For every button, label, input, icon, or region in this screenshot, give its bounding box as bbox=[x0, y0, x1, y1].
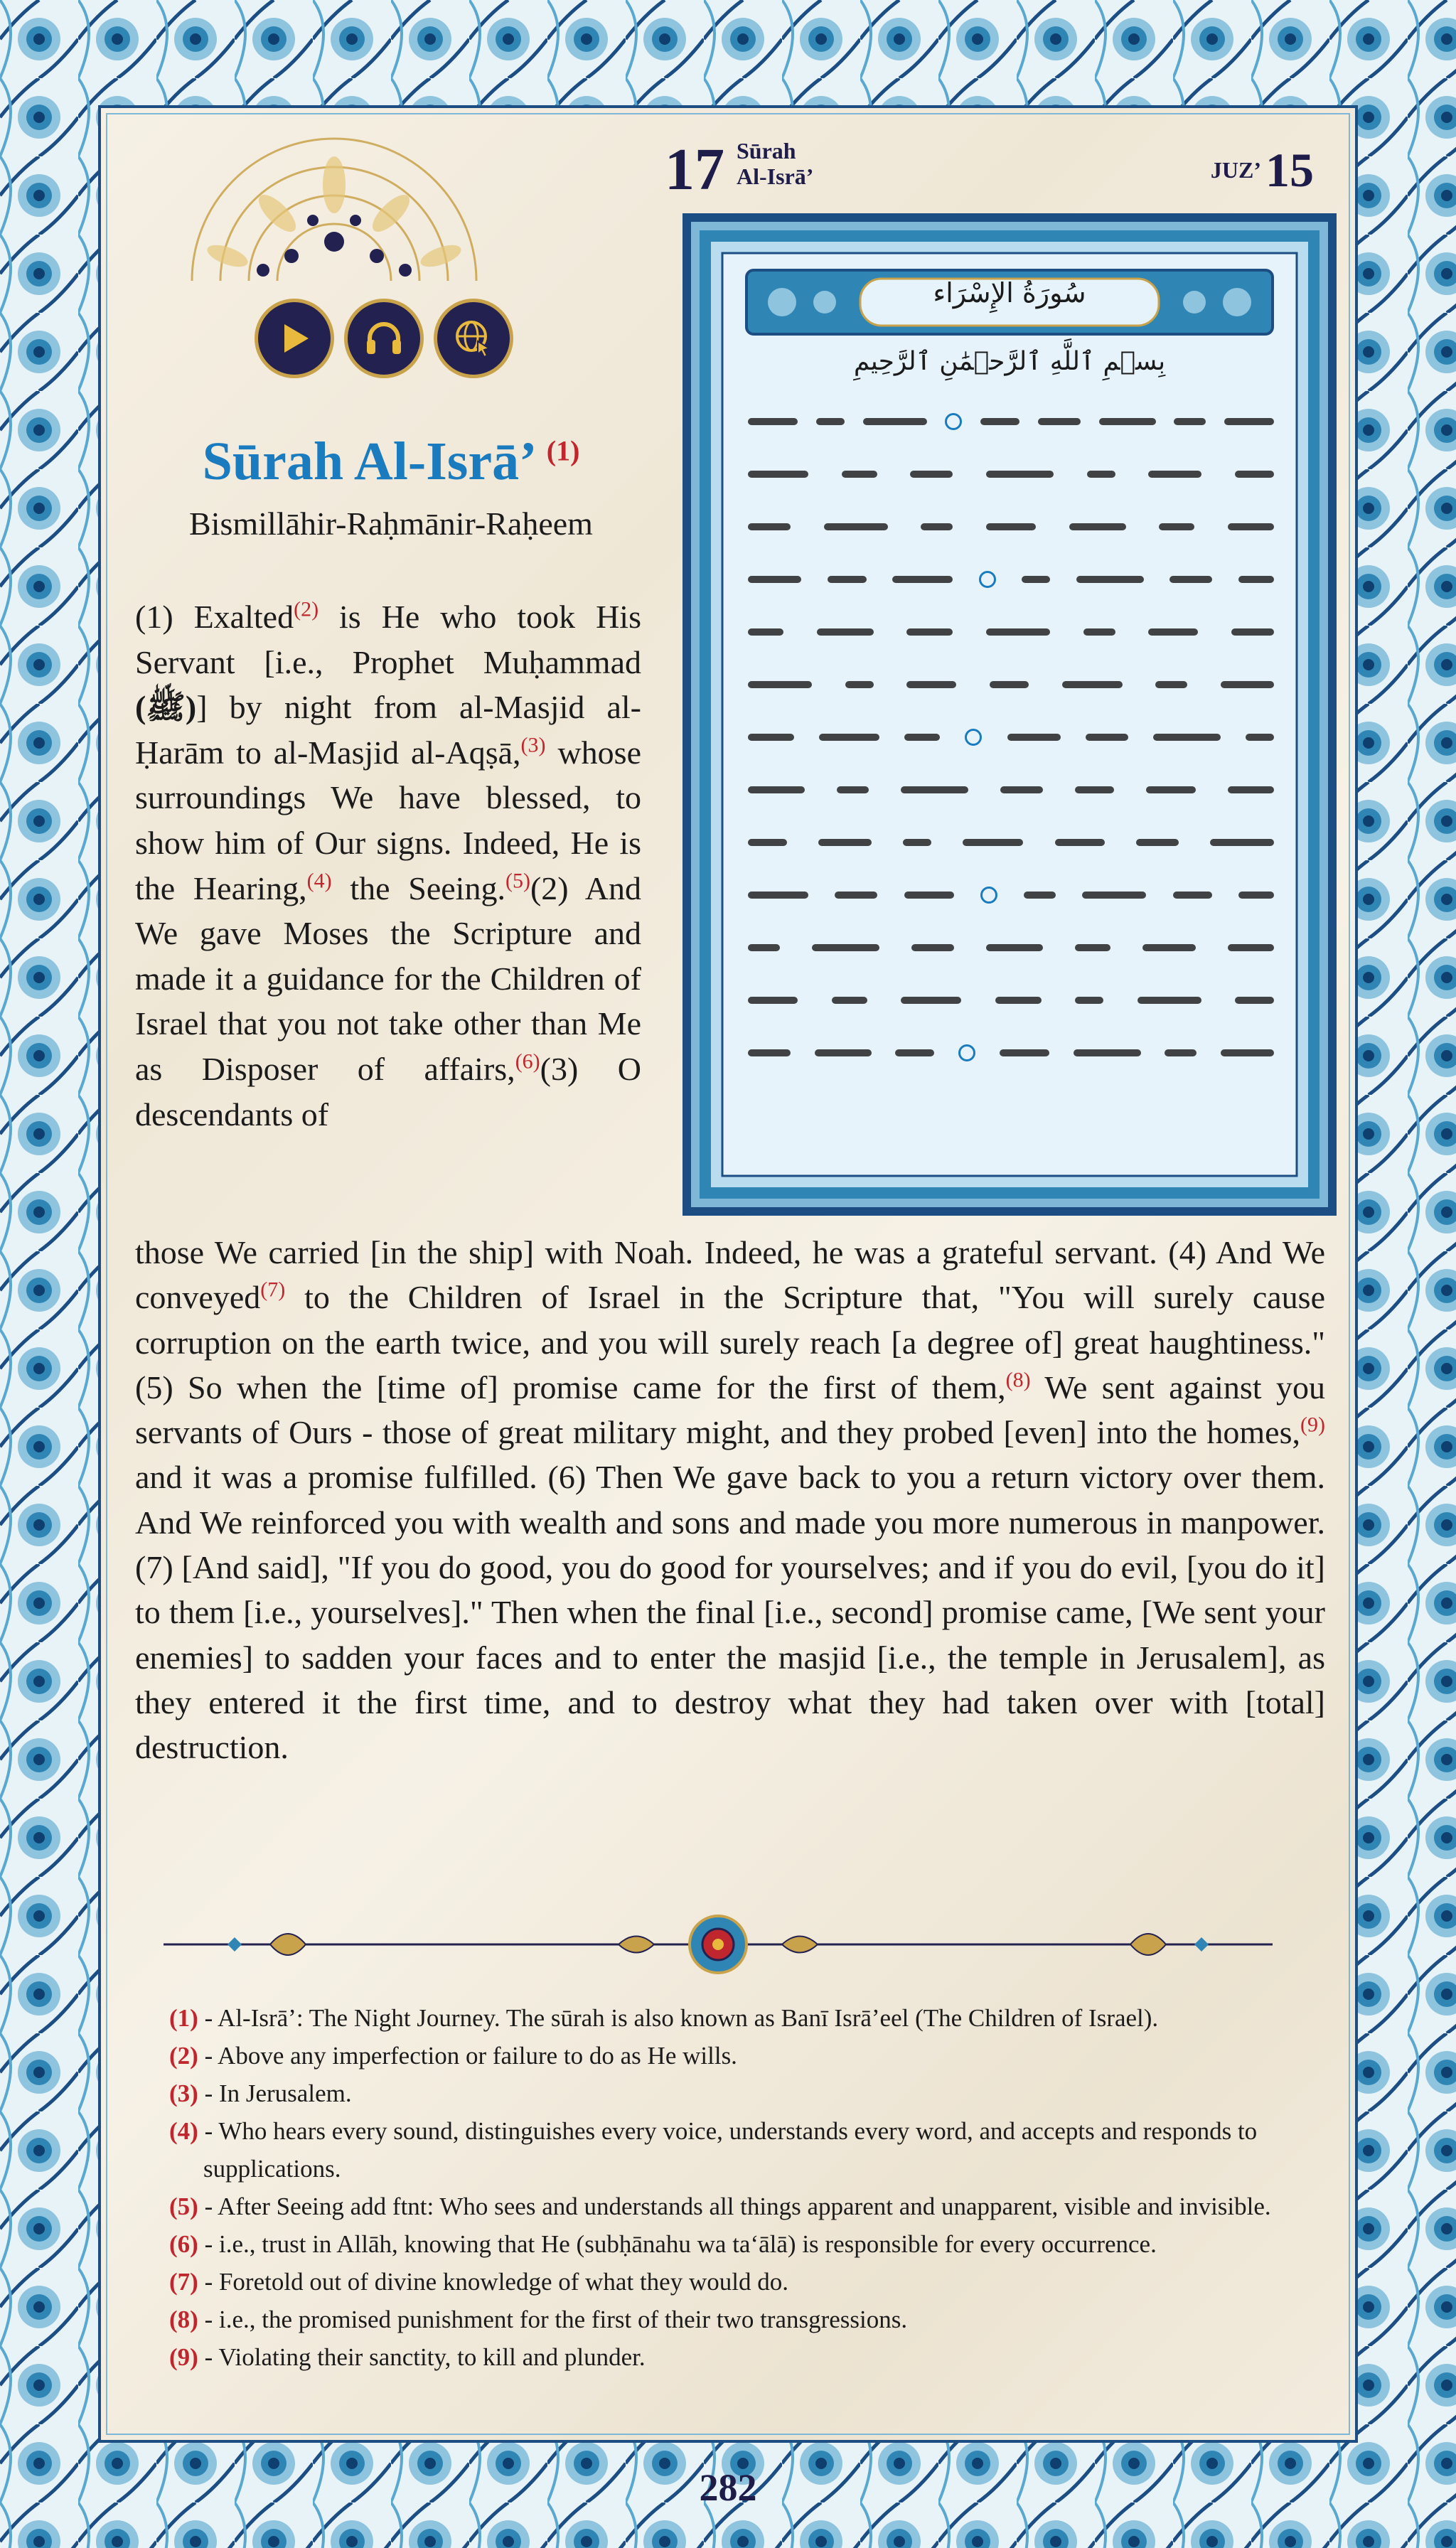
arabic-word-stroke bbox=[963, 839, 1023, 846]
footnote-number: (2) bbox=[169, 2042, 198, 2070]
footnote-number: (3) bbox=[169, 2079, 198, 2107]
arabic-word-stroke bbox=[748, 628, 783, 636]
bismillah-transliteration: Bismillāhir-Raḥmānir-Raḥeem bbox=[189, 505, 593, 542]
surah-title bbox=[135, 431, 647, 493]
arabic-word-stroke bbox=[842, 471, 877, 478]
arabic-word-stroke bbox=[748, 681, 812, 688]
arabic-word-stroke bbox=[818, 839, 872, 846]
surah-number: 17 bbox=[665, 136, 724, 203]
arabic-word-stroke bbox=[1055, 839, 1105, 846]
footnote-number: (6) bbox=[169, 2230, 198, 2258]
arabic-line bbox=[748, 766, 1274, 813]
arabic-word-stroke bbox=[1038, 418, 1081, 425]
arabic-word-stroke bbox=[748, 471, 808, 478]
web-button[interactable] bbox=[434, 299, 513, 378]
honorific: (ﷺ) bbox=[135, 689, 197, 726]
footnote-text: - Al-Isrā’: The Night Journey. The sūrah is also known as Banī Isrā’eel (The Children of Israel). bbox=[198, 2004, 1159, 2032]
arabic-word-stroke bbox=[748, 944, 780, 951]
footnote-item bbox=[169, 1999, 1349, 2037]
footnote-item bbox=[169, 2225, 1349, 2263]
arabic-word-stroke bbox=[1138, 997, 1201, 1004]
arabic-word-stroke bbox=[903, 839, 931, 846]
arabic-word-stroke bbox=[906, 681, 956, 688]
arabic-word-stroke bbox=[986, 523, 1036, 530]
arabic-word-stroke bbox=[1231, 628, 1274, 636]
play-icon bbox=[274, 318, 314, 358]
arabic-word-stroke bbox=[824, 523, 888, 530]
arabic-word-stroke bbox=[1146, 786, 1196, 793]
arabic-line bbox=[748, 503, 1274, 550]
arabic-word-stroke bbox=[1238, 576, 1274, 583]
juz-indicator bbox=[1211, 142, 1314, 198]
arabic-line bbox=[748, 609, 1274, 655]
arabic-word-stroke bbox=[1136, 839, 1179, 846]
footnote-item bbox=[169, 2338, 1349, 2376]
arabic-word-stroke bbox=[1076, 576, 1144, 583]
footnote-number: (4) bbox=[169, 2117, 198, 2145]
juz-label: JUZ’ bbox=[1210, 157, 1261, 183]
arabic-word-stroke bbox=[819, 734, 879, 741]
arabic-word-stroke bbox=[1169, 576, 1212, 583]
globe-icon bbox=[452, 317, 495, 360]
arabic-word-stroke bbox=[892, 576, 953, 583]
arabic-word-stroke bbox=[1210, 839, 1274, 846]
arabic-word-stroke bbox=[845, 681, 874, 688]
arabic-line bbox=[748, 714, 1274, 761]
arabic-word-stroke bbox=[748, 523, 791, 530]
verse-text: ] by night from al-Masjid al-Ḥarām to al-Masjid al-Aqṣā, bbox=[135, 689, 641, 771]
footnote-item bbox=[169, 2188, 1349, 2225]
surah-banner-text: سُورَةُ الإِسْرَاء bbox=[933, 277, 1086, 309]
footnote-text: - In Jerusalem. bbox=[198, 2079, 352, 2107]
footnote-marker[interactable]: (7) bbox=[260, 1278, 286, 1302]
verse-text: (2) And We gave Moses the Scripture and made it a guidance for the Children of Israel that you not take other than Me as Disposer of affairs, bbox=[135, 869, 641, 1087]
media-controls bbox=[255, 299, 513, 378]
translation-column bbox=[135, 594, 641, 1137]
surah-name: Al-Isrā’ bbox=[737, 164, 814, 189]
verse-text: the Seeing. bbox=[331, 869, 505, 906]
arabic-word-stroke bbox=[986, 471, 1054, 478]
arabic-word-stroke bbox=[1069, 523, 1126, 530]
arabic-word-stroke bbox=[1246, 734, 1274, 741]
footnote-number: (9) bbox=[169, 2343, 198, 2371]
footnote-number: (8) bbox=[169, 2306, 198, 2333]
ayah-marker-icon bbox=[979, 571, 996, 588]
gold-rosette-ornament bbox=[185, 135, 483, 284]
ayah-marker-icon bbox=[965, 729, 982, 746]
footnotes bbox=[169, 1999, 1349, 2376]
arabic-word-stroke bbox=[828, 576, 867, 583]
verse-text: whose surroundings We have blessed, to show him of Our signs. Indeed, He is the Hearing, bbox=[135, 734, 641, 906]
arabic-word-stroke bbox=[1148, 471, 1201, 478]
arabic-word-stroke bbox=[1083, 628, 1115, 636]
footnote-text: - Foretold out of divine knowledge of what they would do. bbox=[198, 2268, 788, 2296]
headphones-icon bbox=[363, 317, 405, 360]
basmala-arabic: بِسۡمِ ٱللَّهِ ٱلرَّحۡمَٰنِ ٱلرَّحِيمِ bbox=[853, 347, 1166, 376]
arabic-word-stroke bbox=[1074, 1049, 1141, 1056]
arabic-word-stroke bbox=[990, 681, 1029, 688]
listen-button[interactable] bbox=[344, 299, 424, 378]
surah-title-text: Sūrah Al-Isrā’ bbox=[202, 432, 533, 491]
arabic-line bbox=[748, 1029, 1274, 1076]
arabic-word-stroke bbox=[1087, 471, 1115, 478]
ornamental-divider bbox=[164, 1912, 1273, 1976]
arabic-line bbox=[748, 977, 1274, 1024]
arabic-word-stroke bbox=[1221, 681, 1274, 688]
arabic-line bbox=[748, 556, 1274, 603]
footnote-item bbox=[169, 2301, 1349, 2338]
footnote-text: - Violating their sanctity, to kill and plunder. bbox=[198, 2343, 646, 2371]
verse-text: to the Children of Israel in the Scripture that, "You will surely cause corruption on the earth twice, and you will surely reach [a degree of] great haughtiness." (5) So when the [time of] promise came for the first of them, bbox=[135, 1279, 1325, 1406]
arabic-line bbox=[748, 924, 1274, 971]
footnote-text: - i.e., the promised punishment for the first of their two transgressions. bbox=[198, 2306, 908, 2333]
arabic-word-stroke bbox=[906, 628, 953, 636]
arabic-word-stroke bbox=[1173, 892, 1212, 899]
verse-text: (3) O descendants of bbox=[135, 1050, 641, 1133]
arabic-word-stroke bbox=[748, 839, 787, 846]
arabic-word-stroke bbox=[921, 523, 953, 530]
arabic-word-stroke bbox=[1099, 418, 1156, 425]
arabic-word-stroke bbox=[748, 418, 798, 425]
surah-name-label bbox=[737, 138, 813, 189]
ayah-marker-icon bbox=[945, 413, 962, 430]
arabic-word-stroke bbox=[748, 892, 808, 899]
arabic-word-stroke bbox=[748, 1049, 791, 1056]
verse-text: those We carried [in the ship] with Noah. Indeed, he was a grateful servant. (4) And We conveyed bbox=[135, 1234, 1325, 1316]
arabic-line bbox=[748, 819, 1274, 866]
arabic-word-stroke bbox=[1159, 523, 1194, 530]
arabic-word-stroke bbox=[1007, 734, 1061, 741]
footnote-ref[interactable]: (1) bbox=[546, 434, 580, 467]
footnote-text: - After Seeing add ftnt: Who sees and understands all things apparent and unapparent, visible and invisible. bbox=[198, 2193, 1271, 2220]
arabic-word-stroke bbox=[1153, 734, 1221, 741]
footnote-text: - Above any imperfection or failure to do as He wills. bbox=[198, 2042, 737, 2070]
translation-continued bbox=[135, 1230, 1325, 1770]
verse-text: and it was a promise fulfilled. (6) Then We gave back to you a return victory over them. And We reinforced you with wealth and sons and made you more numerous in manpower. (7) [And said], "If you do good, you do good for yourselves; and if you do evil, [you do it] to them [i.e., yourselves]." Then when the final [i.e., second] promise came, [We sent your enemies] to sadden your faces and to enter the masjid [i.e., the temple in Jerusalem], as they entered it the first time, and to destroy what they had taken over with [total] destruction. bbox=[135, 1459, 1325, 1766]
arabic-word-stroke bbox=[748, 997, 798, 1004]
arabic-word-stroke bbox=[986, 944, 1043, 951]
arabic-word-stroke bbox=[832, 997, 867, 1004]
footnote-number: (5) bbox=[169, 2193, 198, 2220]
arabic-line bbox=[748, 451, 1274, 498]
arabic-word-stroke bbox=[1224, 418, 1274, 425]
arabic-word-stroke bbox=[1086, 734, 1128, 741]
arabic-word-stroke bbox=[1235, 471, 1274, 478]
arabic-word-stroke bbox=[986, 628, 1050, 636]
footnote-marker[interactable]: (8) bbox=[1005, 1368, 1031, 1392]
arabic-word-stroke bbox=[1155, 681, 1187, 688]
arabic-word-stroke bbox=[911, 944, 954, 951]
arabic-word-stroke bbox=[1238, 892, 1274, 899]
arabic-word-stroke bbox=[1142, 944, 1196, 951]
verse-text: We sent against you servants of Ours - those of great military might, and they probed [even] into the homes, bbox=[135, 1369, 1325, 1451]
footnote-item bbox=[169, 2112, 1349, 2188]
arabic-word-stroke bbox=[748, 576, 801, 583]
arabic-word-stroke bbox=[863, 418, 927, 425]
footnote-text: - Who hears every sound, distinguishes every voice, understands every word, and accepts and responds to supplications. bbox=[198, 2117, 1258, 2183]
arabic-word-stroke bbox=[1228, 944, 1274, 951]
arabic-word-stroke bbox=[812, 944, 879, 951]
arabic-word-stroke bbox=[748, 734, 794, 741]
ayah-marker-icon bbox=[958, 1044, 975, 1061]
arabic-word-stroke bbox=[1165, 1049, 1197, 1056]
arabic-word-stroke bbox=[1075, 944, 1110, 951]
footnote-item bbox=[169, 2037, 1349, 2075]
verse-text: is He who took His Servant [i.e., Prophet Muḥammad bbox=[135, 599, 641, 680]
arabic-word-stroke bbox=[1228, 523, 1274, 530]
arabic-word-stroke bbox=[1075, 786, 1114, 793]
footnote-marker[interactable]: (9) bbox=[1300, 1413, 1325, 1437]
footnote-marker[interactable]: (2) bbox=[294, 597, 319, 621]
arabic-line bbox=[748, 872, 1274, 919]
footnote-number: (7) bbox=[169, 2268, 198, 2296]
arabic-word-stroke bbox=[837, 786, 869, 793]
arabic-word-stroke bbox=[901, 997, 961, 1004]
footnote-marker[interactable]: (6) bbox=[515, 1049, 540, 1074]
arabic-word-stroke bbox=[1022, 576, 1050, 583]
page-number: 282 bbox=[699, 2466, 757, 2509]
footnote-marker[interactable]: (5) bbox=[505, 869, 530, 893]
arabic-word-stroke bbox=[748, 786, 805, 793]
arabic-word-stroke bbox=[1024, 892, 1056, 899]
juz-number: 15 bbox=[1265, 143, 1314, 197]
arabic-word-stroke bbox=[1000, 786, 1043, 793]
arabic-word-stroke bbox=[1228, 786, 1274, 793]
arabic-word-stroke bbox=[816, 418, 845, 425]
arabic-word-stroke bbox=[1000, 1049, 1049, 1056]
arabic-word-stroke bbox=[1082, 892, 1146, 899]
arabic-word-stroke bbox=[895, 1049, 934, 1056]
arabic-line bbox=[748, 661, 1274, 708]
arabic-word-stroke bbox=[835, 892, 877, 899]
arabic-word-stroke bbox=[910, 471, 953, 478]
footnote-text: - i.e., trust in Allāh, knowing that He (subḥānahu wa ta‘ālā) is responsible for every occurrence. bbox=[198, 2230, 1157, 2258]
arabic-word-stroke bbox=[815, 1049, 872, 1056]
arabic-word-stroke bbox=[904, 734, 940, 741]
verse-text: (1) Exalted bbox=[135, 599, 294, 635]
arabic-word-stroke bbox=[995, 997, 1042, 1004]
arabic-word-stroke bbox=[980, 418, 1019, 425]
footnote-item bbox=[169, 2263, 1349, 2301]
play-button[interactable] bbox=[255, 299, 334, 378]
footnote-number: (1) bbox=[169, 2004, 198, 2032]
footnote-marker[interactable]: (3) bbox=[520, 733, 546, 757]
arabic-word-stroke bbox=[1235, 997, 1274, 1004]
arabic-word-stroke bbox=[904, 892, 954, 899]
arabic-word-stroke bbox=[901, 786, 968, 793]
arabic-word-stroke bbox=[1062, 681, 1123, 688]
arabic-text-lines bbox=[748, 398, 1274, 1082]
arabic-word-stroke bbox=[817, 628, 874, 636]
ayah-marker-icon bbox=[980, 887, 997, 904]
arabic-word-stroke bbox=[1075, 997, 1103, 1004]
arabic-line bbox=[748, 398, 1274, 445]
surah-word: Sūrah bbox=[737, 138, 796, 164]
arabic-word-stroke bbox=[1221, 1049, 1274, 1056]
footnote-item bbox=[169, 2075, 1349, 2112]
arabic-word-stroke bbox=[1174, 418, 1206, 425]
footnote-marker[interactable]: (4) bbox=[306, 869, 332, 893]
arabic-word-stroke bbox=[1148, 628, 1198, 636]
